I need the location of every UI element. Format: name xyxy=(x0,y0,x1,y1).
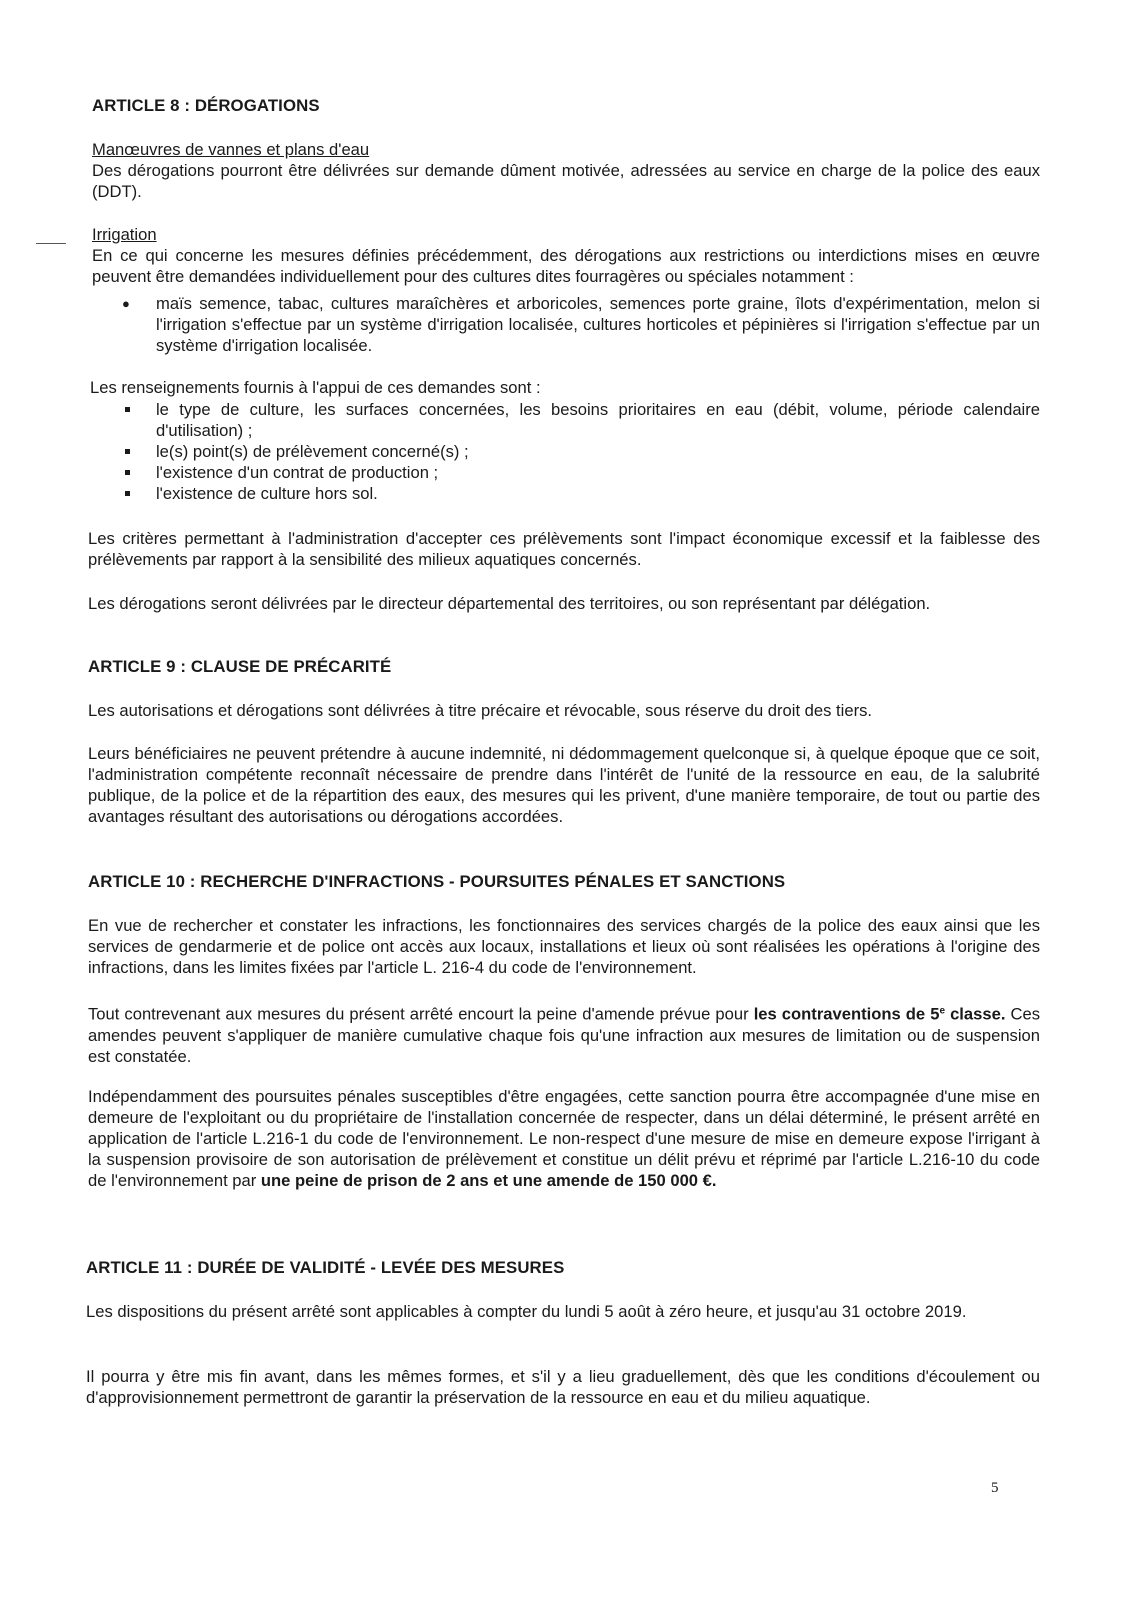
art10-p2-text-end: Ces amendes peuvent s'appliquer de manière cumulative chaque fois qu'une infraction aux mesures de limitation ou de suspension est constatée. xyxy=(88,1004,1040,1066)
article-8-heading: ARTICLE 8 : DÉROGATIONS xyxy=(92,96,320,115)
art9-paragraph-2: Leurs bénéficiaires ne peuvent prétendre à aucune indemnité, ni dédommagement quelconque si, à quelque époque que ce soit, l'administration compétente reconnaît nécessaire de prendre dans l'intérêt de l'unité de la ressource en eau, de la salubrité publique, de la police et de la répartition des eaux, des mesures qui les privent, d'une manière temporaire, de tout ou partie des avantages résultant des autorisations ou dérogations accordées. xyxy=(88,744,1040,826)
art8-paragraph-4: Les critères permettant à l'administration d'accepter ces prélèvements sont l'impact économique excessif et la faiblesse des prélèvements par rapport à la sensibilité des milieux aquatiques concernés. xyxy=(88,529,1040,569)
renseignements-list xyxy=(156,399,1040,504)
cultures-list xyxy=(122,293,1040,356)
article-9-heading: ARTICLE 9 : CLAUSE DE PRÉCARITÉ xyxy=(88,657,392,676)
art10-p2-bold: les contraventions de 5 xyxy=(753,1004,940,1024)
art10-paragraph-3 xyxy=(88,1086,1040,1191)
list-item xyxy=(156,399,1040,441)
bullet-icon: ● xyxy=(122,296,130,311)
art10-p2-bold-end: classe. xyxy=(945,1004,1006,1024)
list-item-text: le type de culture, les surfaces concernées, les besoins prioritaires en eau (débit, volume, période calendaire d'utilisation) ; xyxy=(156,400,1040,440)
art10-p3-text: Indépendamment des poursuites pénales susceptibles d'être engagées, cette sanction pourra être accompagnée d'une mise en demeure de l'exploitant ou du propriétaire de l'installation concernée de respecter, dans un délai déterminé, le présent arrêté en application de l'article L.216-1 du code de l'environnement. Le non-respect d'une mesure de mise en demeure expose l'irrigant à la suspension provisoire de son autorisation de prélèvement et constitue un délit prévu et réprimé par l'article L.216-10 du code de l'environnement par xyxy=(88,1087,1040,1190)
art10-p3-bold: une peine de prison de 2 ans et une amende de 150 000 €. xyxy=(260,1171,717,1190)
list-item xyxy=(122,293,1040,356)
list-item-text: maïs semence, tabac, cultures maraîchères et arboricoles, semences porte graine, îlots d'expérimentation, melon si l'irrigation s'effectue par un système d'irrigation localisée, cultures horticoles et pépinières si l'irrigation s'effectue par un système d'irrigation localisée. xyxy=(156,294,1040,355)
article-10-heading: ARTICLE 10 : RECHERCHE D'INFRACTIONS - POURSUITES PÉNALES ET SANCTIONS xyxy=(88,872,786,891)
art11-paragraph-1: Les dispositions du présent arrêté sont applicables à compter du lundi 5 août à zéro heure, et jusqu'au 31 octobre 2019. xyxy=(86,1302,967,1321)
list-item-text: l'existence d'un contrat de production ; xyxy=(156,463,439,482)
art8-paragraph-3: Les renseignements fournis à l'appui de ces demandes sont : xyxy=(90,378,541,397)
list-item xyxy=(156,483,1040,504)
art8-paragraph-2: En ce qui concerne les mesures définies précédemment, des dérogations aux restrictions ou interdictions mises en œuvre peuvent être demandées individuellement pour des cultures dites fourragères ou spéciales notamment : xyxy=(92,246,1040,286)
list-item xyxy=(156,462,1040,483)
square-bullet-icon xyxy=(125,470,130,475)
art10-p2-text: Tout contrevenant aux mesures du présent arrêté encourt la peine d'amende prévue pour xyxy=(88,1004,754,1024)
art10-paragraph-2 xyxy=(88,1000,1040,1067)
article-11-heading: ARTICLE 11 : DURÉE DE VALIDITÉ - LEVÉE DES MESURES xyxy=(86,1258,565,1277)
square-bullet-icon xyxy=(125,407,130,412)
subheading-irrigation: Irrigation xyxy=(92,225,157,244)
margin-mark xyxy=(36,243,66,244)
art10-p2-sup: e xyxy=(939,1005,946,1016)
square-bullet-icon xyxy=(125,491,130,496)
art11-paragraph-2: Il pourra y être mis fin avant, dans les mêmes formes, et s'il y a lieu graduellement, dès que les conditions d'écoulement ou d'approvisionnement permettront de garantir la préservation de la ressource en eau et du milieu aquatique. xyxy=(86,1367,1040,1407)
list-item-text: le(s) point(s) de prélèvement concerné(s) ; xyxy=(156,442,469,461)
art8-paragraph-1: Des dérogations pourront être délivrées sur demande dûment motivée, adressées au service en charge de la police des eaux (DDT). xyxy=(92,161,1040,201)
art10-paragraph-1: En vue de rechercher et constater les infractions, les fonctionnaires des services chargés de la police des eaux ainsi que les services de gendarmerie et de police ont accès aux locaux, installations et lieux où sont réalisées les opérations à l'origine des infractions, dans les limites fixées par l'article L. 216-4 du code de l'environnement. xyxy=(88,916,1040,977)
list-item xyxy=(156,441,1040,462)
square-bullet-icon xyxy=(125,449,130,454)
page-number: 5 xyxy=(991,1480,999,1496)
art9-paragraph-1: Les autorisations et dérogations sont délivrées à titre précaire et révocable, sous réserve du droit des tiers. xyxy=(88,701,873,720)
art8-paragraph-5: Les dérogations seront délivrées par le directeur départemental des territoires, ou son représentant par délégation. xyxy=(88,594,931,613)
list-item-text: l'existence de culture hors sol. xyxy=(156,484,378,503)
subheading-vannes: Manœuvres de vannes et plans d'eau xyxy=(92,140,370,159)
